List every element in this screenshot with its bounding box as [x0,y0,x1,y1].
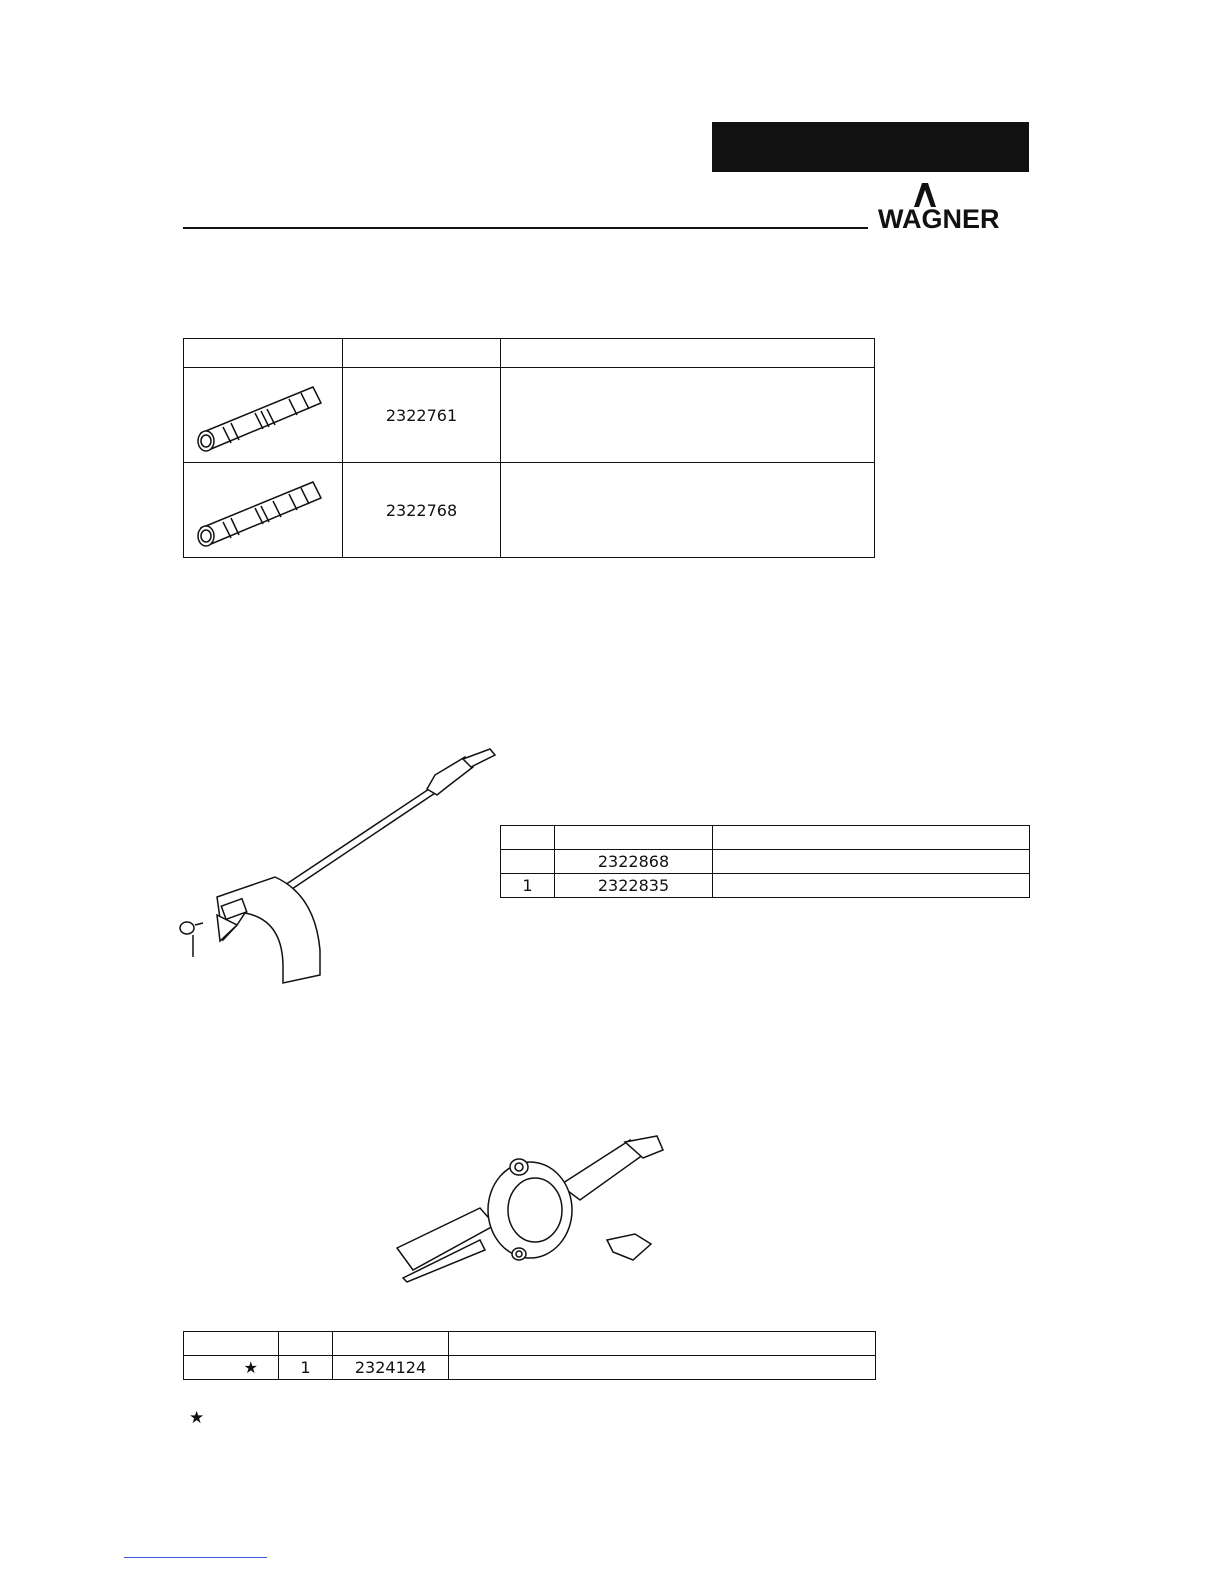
header-cell [449,1332,876,1356]
header-rule [183,227,868,229]
footer-link-line [124,1557,267,1558]
description-cell [713,850,1030,874]
coupling-icon [193,373,333,453]
part-number: 2322835 [555,874,713,898]
star-icon: ★ [184,1356,279,1380]
item-number: 1 [501,874,555,898]
part-number: 2324124 [333,1356,449,1380]
item-number [501,850,555,874]
parts-table-tip-guard [183,1331,876,1380]
table-row [184,1356,876,1380]
header-cell [184,339,343,368]
header-cell [333,1332,449,1356]
tip-guard-drawing [385,1130,670,1290]
parts-table-extension [500,825,1030,898]
table-row [184,463,875,558]
part-number: 2322761 [343,368,501,463]
description-cell [501,463,875,558]
wagner-logo [876,182,1031,232]
header-bar [712,122,1029,172]
header-cell [184,1332,279,1356]
table-row [501,850,1030,874]
table-header-row [184,339,875,368]
part-number: 2322868 [555,850,713,874]
coupling-icon [193,468,333,548]
header-cell [501,339,875,368]
table-row [501,874,1030,898]
parts-table-couplings [183,338,875,558]
table-header-row [184,1332,876,1356]
description-cell [449,1356,876,1380]
image-cell [184,463,343,558]
description-cell [713,874,1030,898]
header-cell [713,826,1030,850]
tip-guard-extension-drawing [165,745,500,990]
table-row [184,368,875,463]
table-header-row [501,826,1030,850]
image-cell [184,368,343,463]
header-cell [501,826,555,850]
part-number: 2322768 [343,463,501,558]
quantity: 1 [279,1356,333,1380]
description-cell [501,368,875,463]
legend-star-icon: ★ [189,1408,205,1428]
header-cell [279,1332,333,1356]
logo-text: WAGNER [878,204,1000,232]
header-cell [555,826,713,850]
header-cell [343,339,501,368]
